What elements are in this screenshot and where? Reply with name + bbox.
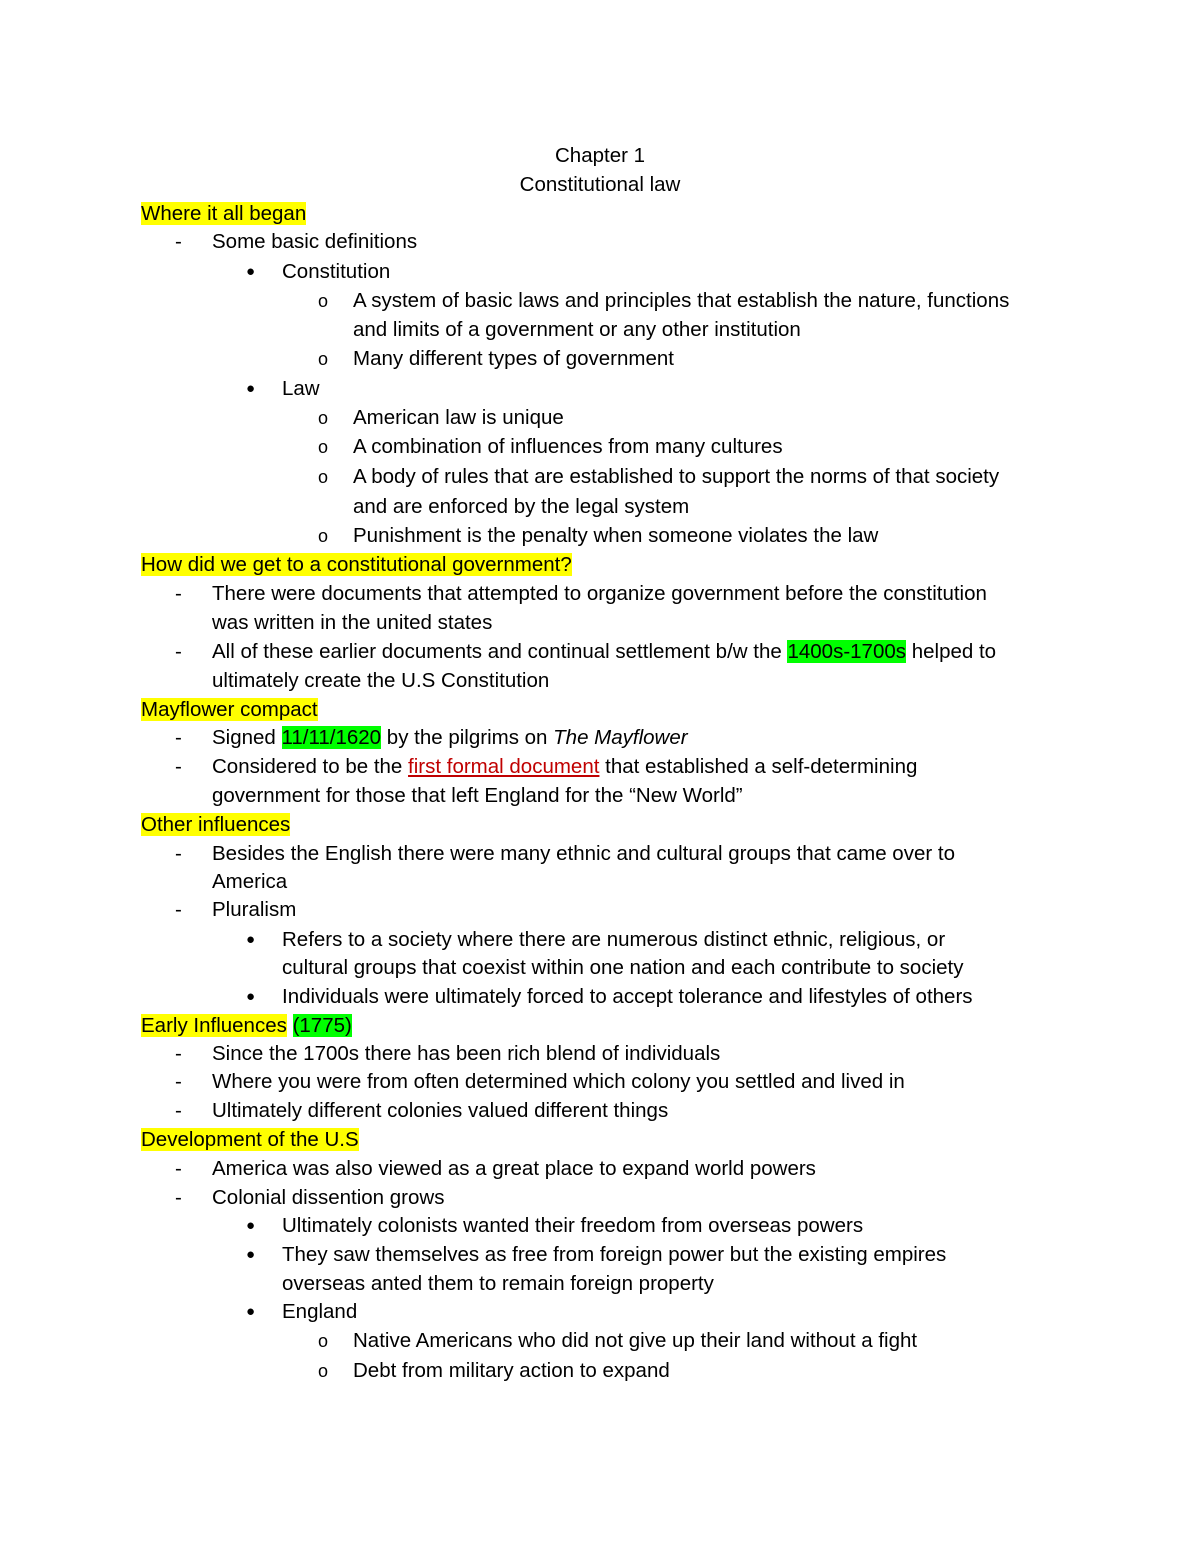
- list-item: Pluralism: [212, 898, 297, 921]
- section-heading: [141, 551, 572, 579]
- bullet-marker: ●: [246, 1246, 256, 1263]
- list-item: [212, 638, 996, 666]
- list-item: A combination of influences from many cultures: [353, 435, 783, 458]
- dash-marker: -: [175, 582, 182, 605]
- list-item: Since the 1700s there has been rich blend of individuals: [212, 1042, 721, 1065]
- list-item: Some basic definitions: [212, 230, 418, 253]
- text-segment: Considered to be the: [212, 755, 409, 778]
- dash-marker: -: [175, 1099, 182, 1122]
- section-heading: [141, 1012, 352, 1040]
- section-heading: [141, 811, 290, 839]
- list-item: Ultimately colonists wanted their freedom from overseas powers: [282, 1214, 864, 1237]
- year-highlight: (1775): [292, 1014, 352, 1037]
- list-item: Native Americans who did not give up their land without a fight: [353, 1329, 918, 1352]
- text-segment: Signed: [212, 726, 282, 749]
- circle-marker: o: [318, 349, 329, 369]
- circle-marker: o: [318, 408, 329, 428]
- list-item-continued: ultimately create the U.S Constitution: [212, 669, 550, 692]
- list-item: England: [282, 1300, 358, 1323]
- ship-name: The Mayflower: [553, 726, 688, 749]
- list-item: A system of basic laws and principles that establish the nature, functions: [353, 289, 1010, 312]
- circle-marker: o: [318, 1361, 329, 1381]
- list-item: [212, 724, 688, 752]
- chapter-title: Chapter 1: [554, 144, 646, 167]
- list-item: Many different types of government: [353, 347, 674, 370]
- dash-marker: -: [175, 230, 182, 253]
- list-item-continued: cultural groups that coexist within one nation and each contribute to society: [282, 956, 964, 979]
- list-item: Refers to a society where there are numerous distinct ethnic, religious, or: [282, 928, 946, 951]
- list-item: Besides the English there were many ethnic and cultural groups that came over to: [212, 842, 955, 865]
- text-segment: that established a self-determining: [599, 755, 918, 778]
- heading-text: Early Influences: [141, 1014, 287, 1037]
- date-highlight: 1400s-1700s: [787, 640, 907, 663]
- list-item: American law is unique: [353, 406, 564, 429]
- circle-marker: o: [318, 437, 329, 457]
- bullet-marker: ●: [246, 931, 256, 948]
- circle-marker: o: [318, 526, 329, 546]
- list-item-continued: America: [212, 870, 288, 893]
- text-segment: by the pilgrims on: [381, 726, 554, 749]
- list-item-continued: overseas anted them to remain foreign property: [282, 1272, 714, 1295]
- list-item: [212, 753, 917, 781]
- list-item: Where you were from often determined which colony you settled and lived in: [212, 1070, 905, 1093]
- dash-marker: -: [175, 640, 182, 663]
- heading-text: How did we get to a constitutional government?: [141, 553, 572, 576]
- list-item: Individuals were ultimately forced to accept tolerance and lifestyles of others: [282, 985, 973, 1008]
- dash-marker: -: [175, 726, 182, 749]
- bullet-marker: ●: [246, 988, 256, 1005]
- dash-marker: -: [175, 1186, 182, 1209]
- list-item-continued: government for those that left England for the “New World”: [212, 784, 743, 807]
- heading-text: Mayflower compact: [141, 698, 318, 721]
- dash-marker: -: [175, 1070, 182, 1093]
- bullet-marker: ●: [246, 263, 256, 280]
- list-item: Colonial dissention grows: [212, 1186, 445, 1209]
- list-item: They saw themselves as free from foreign power but the existing empires: [282, 1243, 947, 1266]
- dash-marker: -: [175, 755, 182, 778]
- chapter-subtitle: Constitutional law: [519, 173, 681, 196]
- section-heading: [141, 200, 306, 228]
- heading-text: Where it all began: [141, 202, 307, 225]
- text-segment: helped to: [906, 640, 997, 663]
- circle-marker: o: [318, 467, 329, 487]
- heading-text: Development of the U.S: [141, 1128, 359, 1151]
- list-item: A body of rules that are established to support the norms of that society: [353, 465, 1000, 488]
- section-heading: [141, 696, 318, 724]
- text-segment: All of these earlier documents and continual settlement b/w the: [212, 640, 788, 663]
- emphasis-link: first formal document: [408, 755, 600, 778]
- date-highlight: 11/11/1620: [281, 726, 382, 749]
- list-item: Law: [282, 377, 320, 400]
- heading-text: Other influences: [141, 813, 291, 836]
- list-item: Debt from military action to expand: [353, 1359, 670, 1382]
- list-item: Constitution: [282, 260, 391, 283]
- list-item: Punishment is the penalty when someone violates the law: [353, 524, 879, 547]
- circle-marker: o: [318, 291, 329, 311]
- dash-marker: -: [175, 898, 182, 921]
- list-item: Ultimately different colonies valued different things: [212, 1099, 669, 1122]
- bullet-marker: ●: [246, 1303, 256, 1320]
- bullet-marker: ●: [246, 1217, 256, 1234]
- dash-marker: -: [175, 842, 182, 865]
- bullet-marker: ●: [246, 380, 256, 397]
- list-item: America was also viewed as a great place to expand world powers: [212, 1157, 816, 1180]
- circle-marker: o: [318, 1331, 329, 1351]
- list-item-continued: and are enforced by the legal system: [353, 495, 690, 518]
- list-item-continued: and limits of a government or any other institution: [353, 318, 801, 341]
- list-item: There were documents that attempted to organize government before the constitution: [212, 582, 987, 605]
- dash-marker: -: [175, 1042, 182, 1065]
- list-item-continued: was written in the united states: [212, 611, 493, 634]
- dash-marker: -: [175, 1157, 182, 1180]
- section-heading: [141, 1126, 359, 1154]
